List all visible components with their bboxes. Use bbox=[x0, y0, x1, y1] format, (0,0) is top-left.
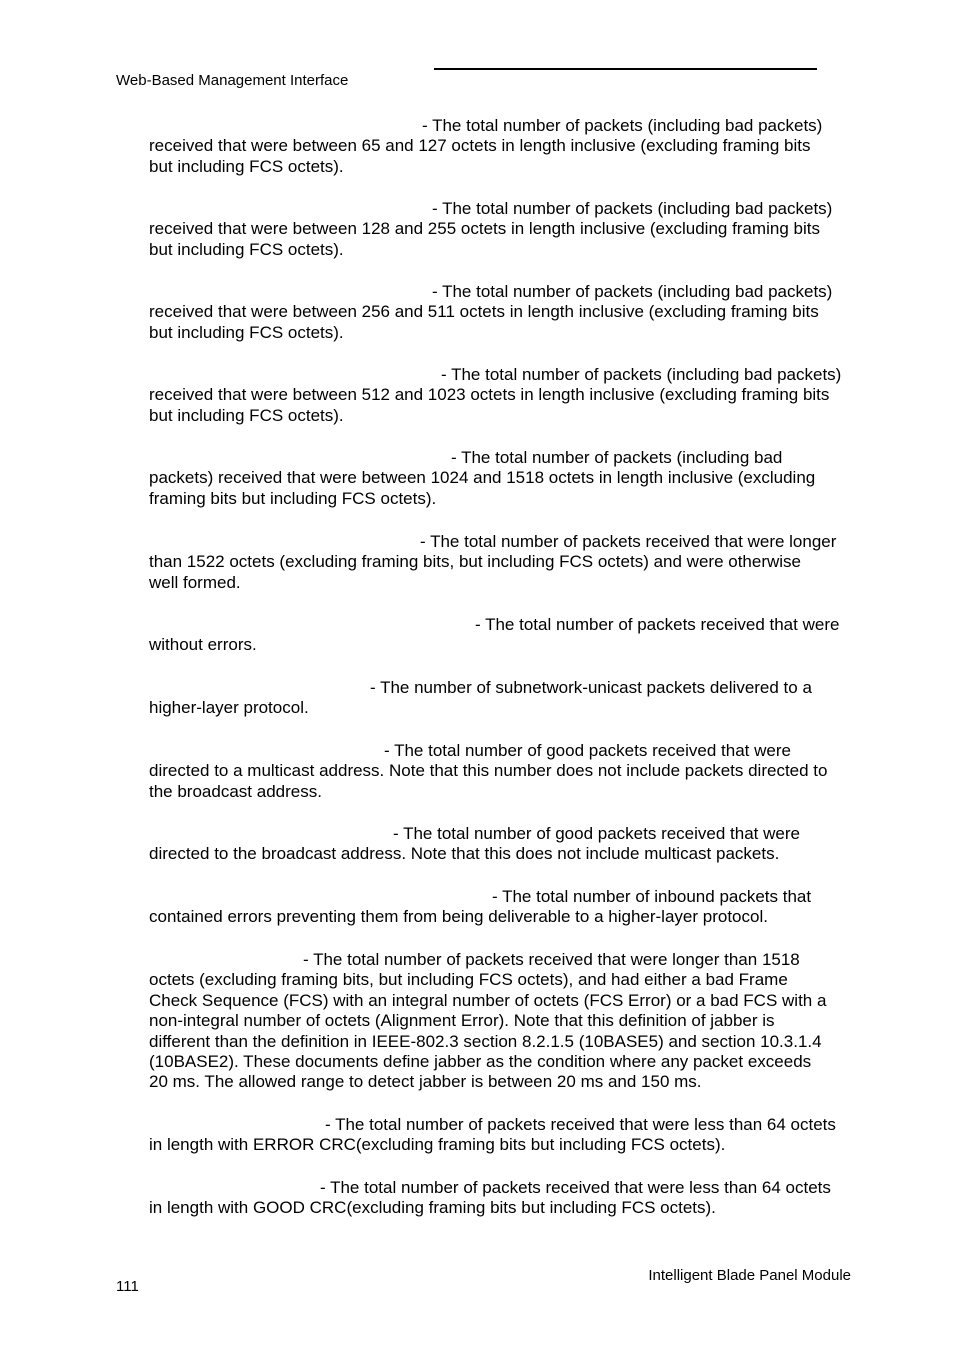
paragraph-line: but including FCS octets). bbox=[149, 405, 344, 425]
paragraph-fragments bbox=[149, 1115, 869, 1156]
paragraph-line: - The total number of packets (including bad packets) bbox=[422, 116, 823, 135]
paragraph-errors bbox=[149, 887, 869, 928]
paragraph-line: directed to the broadcast address. Note that this does not include multicast packets. bbox=[149, 844, 780, 864]
paragraph-line: - The total number of packets (including bad bbox=[451, 448, 783, 467]
paragraph-line: octets (excluding framing bits, but including FCS octets), and had either a bad Frame bbox=[149, 970, 788, 990]
paragraph-line: - The total number of good packets received that were bbox=[393, 824, 800, 843]
paragraph-line: contained errors preventing them from being deliverable to a higher-layer protocol. bbox=[149, 907, 768, 927]
paragraph-line: packets) received that were between 1024 and 1518 octets in length inclusive (excluding bbox=[149, 468, 816, 488]
paragraph-1024-1518 bbox=[149, 448, 869, 509]
page-header-title: Web-Based Management Interface bbox=[116, 72, 349, 89]
footer-title: Intelligent Blade Panel Module bbox=[648, 1267, 851, 1284]
paragraph-line: 20 ms. The allowed range to detect jabber is between 20 ms and 150 ms. bbox=[149, 1072, 702, 1092]
paragraph-multicast bbox=[149, 741, 869, 802]
page-number: 111 bbox=[116, 1278, 139, 1295]
paragraph-line: received that were between 512 and 1023 octets in length inclusive (excluding framing bits bbox=[149, 385, 830, 405]
paragraph-line: - The total number of packets received that were less than 64 octets bbox=[320, 1178, 831, 1197]
paragraph-line: than 1522 octets (excluding framing bits, but including FCS octets) and were otherwise bbox=[149, 552, 802, 572]
paragraph-line: the broadcast address. bbox=[149, 781, 322, 801]
paragraph-line: but including FCS octets). bbox=[149, 239, 344, 259]
paragraph-line: in length with ERROR CRC(excluding framing bits but including FCS octets). bbox=[149, 1135, 726, 1155]
paragraph-64-127 bbox=[149, 116, 869, 177]
paragraph-line: - The total number of packets received that were less than 64 octets bbox=[325, 1115, 836, 1134]
paragraph-line: but including FCS octets). bbox=[149, 156, 344, 176]
paragraph-line: received that were between 128 and 255 octets in length inclusive (excluding framing bits bbox=[149, 219, 820, 239]
paragraph-256-511 bbox=[149, 282, 869, 343]
paragraph-unicast bbox=[149, 678, 869, 719]
paragraph-line: - The total number of packets (including bad packets) bbox=[432, 199, 833, 218]
paragraph-line: Check Sequence (FCS) with an integral number of octets (FCS Error) or a bad FCS with a bbox=[149, 990, 827, 1010]
paragraph-line: - The total number of packets (including bad packets) bbox=[441, 365, 842, 384]
paragraph-line: in length with GOOD CRC(excluding framing bits but including FCS octets). bbox=[149, 1198, 716, 1218]
paragraph-line: - The number of subnetwork-unicast packets delivered to a bbox=[370, 678, 812, 697]
paragraph-broadcast bbox=[149, 824, 869, 865]
paragraph-line: - The total number of packets received that were longer bbox=[420, 532, 837, 551]
paragraph-line: - The total number of packets received that were longer than 1518 bbox=[303, 950, 800, 969]
paragraph-line: without errors. bbox=[149, 635, 257, 655]
paragraph-line: - The total number of packets (including bad packets) bbox=[432, 282, 833, 301]
paragraph-oversize bbox=[149, 532, 869, 593]
paragraph-128-255 bbox=[149, 199, 869, 260]
paragraph-line: well formed. bbox=[149, 572, 241, 592]
paragraph-undersize bbox=[149, 1178, 869, 1219]
paragraph-line: - The total number of inbound packets that bbox=[492, 887, 812, 906]
paragraph-line: framing bits but including FCS octets). bbox=[149, 488, 437, 508]
paragraph-line: different than the definition in IEEE-802.3 section 8.2.1.5 (10BASE5) and section 10.3.1.4 bbox=[149, 1031, 822, 1051]
paragraph-line: non-integral number of octets (Alignment Error). Note that this definition of jabber is bbox=[149, 1011, 775, 1031]
paragraph-line: - The total number of packets received that were bbox=[475, 615, 840, 634]
paragraph-line: (10BASE2). These documents define jabber as the condition where any packet exceeds bbox=[149, 1052, 812, 1072]
paragraph-line: directed to a multicast address. Note that this number does not include packets directed to bbox=[149, 761, 828, 781]
paragraph-512-1023 bbox=[149, 365, 869, 426]
paragraph-line: higher-layer protocol. bbox=[149, 698, 309, 718]
paragraph-good-packets bbox=[149, 615, 869, 656]
paragraph-line: received that were between 256 and 511 octets in length inclusive (excluding framing bits bbox=[149, 302, 819, 322]
paragraph-jabber bbox=[149, 950, 869, 1093]
paragraph-line: but including FCS octets). bbox=[149, 322, 344, 342]
paragraph-line: received that were between 65 and 127 octets in length inclusive (excluding framing bits bbox=[149, 136, 811, 156]
paragraph-line: - The total number of good packets received that were bbox=[384, 741, 791, 760]
header-rule bbox=[434, 68, 817, 70]
